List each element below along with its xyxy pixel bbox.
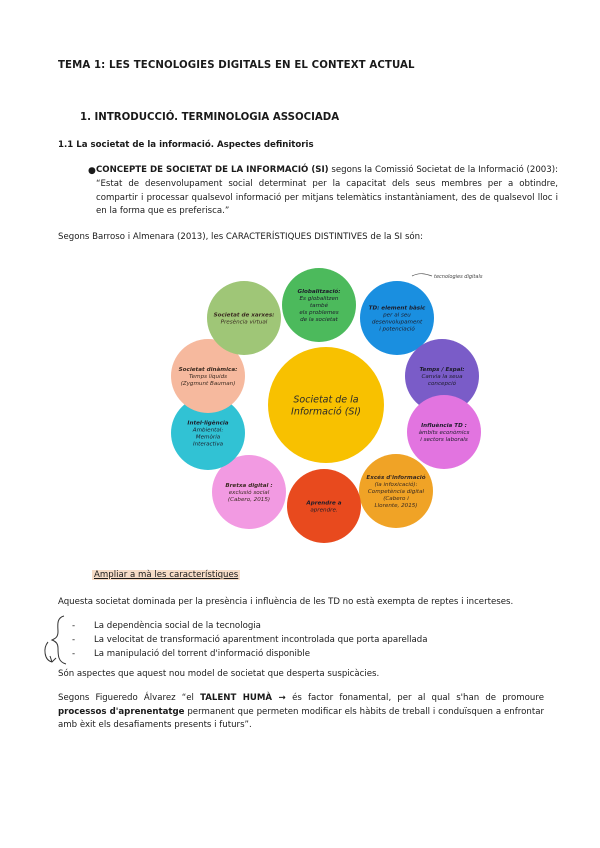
subsection-heading: 1.1 La societat de la informació. Aspectes definitoris: [58, 140, 314, 150]
human-talent-paragraph: Segons Figueredo Álvarez “el TALENT HUMÀ → és factor fonamental, per al qual s'han de promoure processos d'aprenentatge permanent que permeten modificar els hàbits de treball i conduïsquen a enfrontar amb èxit els desafiaments presents i futurs”.: [58, 693, 544, 731]
characteristic-circle-1: [282, 268, 356, 342]
diagram-svg: [140, 250, 510, 550]
definition-term: CONCEPTE DE SOCIETAT DE LA INFORMACIÓ (SI): [96, 165, 329, 175]
circle-label: TD: element bàsic per al seu desenvolupament i potenciació: [368, 305, 426, 333]
hand-drawn-bracket-icon: [40, 612, 76, 668]
bullet-icon: ●: [88, 166, 96, 176]
characteristic-circle-4: [407, 395, 481, 469]
annotation-note: tecnologies digitals: [434, 274, 483, 280]
annotation-arrow: [412, 274, 432, 276]
section-heading: 1. INTRODUCCIÓ. TERMINOLOGIA ASSOCIADA: [80, 112, 340, 123]
circle-label: Temps / Espai: Canvia la seua concepció: [419, 366, 465, 387]
circle-label: Bretxa digital : exclusió social (Cabero, 2015): [225, 482, 273, 503]
circle-label: Intel·ligència Ambiental: Memòria Interactiva: [187, 420, 229, 448]
circle-label: Globalització: Es globalitzen també els problemes de la societat: [297, 288, 341, 323]
handwritten-note-highlight: Ampliar a mà les característiques: [94, 570, 239, 580]
circle-label: Excés d'informació (la infoxicació): Competència digital (Cabero i Llorente, 2015): [366, 474, 426, 509]
characteristic-circle-10: [207, 281, 281, 355]
circle-label: Societat dinàmica: Temps líquids (Zygmunt Bauman): [178, 366, 238, 387]
circle-label: Aprendre a aprendre.: [306, 500, 342, 514]
list-item: - La manipulació del torrent d'informació disponible: [72, 649, 311, 660]
document-title: TEMA 1: LES TECNOLOGIES DIGITALS EN EL CONTEXT ACTUAL: [58, 60, 415, 71]
challenges-list: [72, 619, 428, 662]
center-label: Societat de la Informació (SI): [291, 394, 361, 418]
characteristics-intro: Segons Barroso i Almenara (2013), les CARACTERÍSTIQUES DISTINTIVES de la SI són:: [58, 232, 424, 242]
list-item: - La dependència social de la tecnologia: [72, 621, 261, 631]
challenges-paragraph: Aquesta societat dominada per la presència i influència de les TD no està exempta de reptes i incerteses.: [58, 597, 514, 607]
characteristic-circle-5: [359, 454, 433, 528]
suspicion-paragraph: Són aspectes que aquest nou model de societat que desperta suspicàcies.: [58, 669, 380, 679]
characteristics-diagram: [140, 250, 510, 550]
definition-bullet: [82, 164, 558, 219]
definition-text: segons la Comissió Societat de la Informació (2003): “Estat de desenvolupament social determinat per la capacitat dels seus membres per a obtindre, compartir i processar qualsevol informació per mitjans telemàtics instantàniament, des de qualsevol lloc i en la forma que es preferisca.”: [96, 165, 558, 217]
circle-label: Influència TD : àmbits econòmics i sectors laborals: [418, 422, 470, 443]
characteristic-circle-2: [360, 281, 434, 355]
list-item: - La velocitat de transformació aparentment incontrolada que porta aparellada: [72, 635, 428, 646]
circle-label: Societat de xarxes: Presència virtual: [213, 312, 275, 326]
characteristic-circle-6: [287, 469, 361, 543]
